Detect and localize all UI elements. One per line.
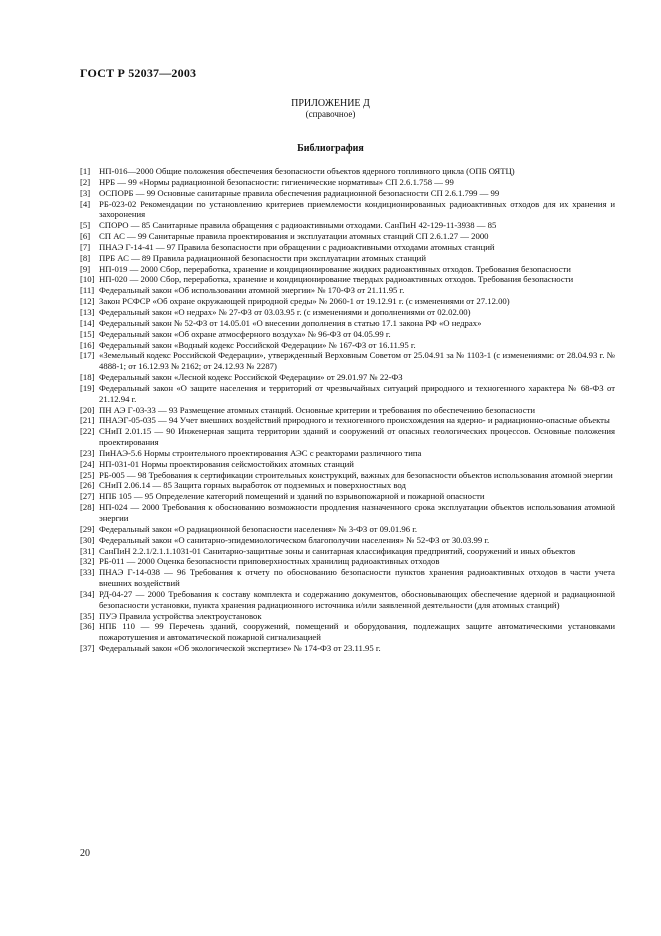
bibliography-item [80, 231, 615, 242]
appendix-title: ПРИЛОЖЕНИЕ Д [291, 98, 370, 109]
page-number: 20 [80, 848, 90, 859]
bibliography-item-number: [5] [80, 220, 91, 231]
bibliography-item-text: НП-020 — 2000 Сбор, переработка, хранение и кондиционирование твердых радиоактивных отходов. Требования безопасности [99, 274, 574, 285]
bibliography-item-text: Федеральный закон «Об охране атмосферного воздуха» № 96-ФЗ от 04.05.99 г. [99, 328, 391, 339]
bibliography-item [80, 459, 615, 470]
appendix-subtitle: (справочное) [305, 109, 356, 119]
bibliography-item-number: [18] [80, 372, 95, 383]
bibliography-item-number: [13] [80, 306, 95, 317]
bibliography-item-text: Федеральный закон «О радиационной безопасности населения» № 3-ФЗ от 09.01.96 г. [99, 523, 417, 534]
bibliography-item-number: [20] [80, 404, 95, 415]
bibliography-item-text: НП-031-01 Нормы проектирования сейсмостойких атомных станций [99, 458, 354, 469]
appendix-heading [0, 98, 661, 120]
bibliography-item [80, 318, 615, 329]
bibliography-item-number: [24] [80, 458, 95, 469]
bibliography-item-text: Закон РСФСР «Об охране окружающей природной среды» № 2060-1 от 19.12.91 г. (с изменениями от 27.12.00) [99, 296, 510, 307]
bibliography-item-number: [32] [80, 556, 95, 567]
bibliography-item-text: Федеральный закон «Об экологической экспертизе» № 174-ФЗ от 23.11.95 г. [99, 643, 381, 654]
bibliography-item-number: [35] [80, 610, 95, 621]
bibliography-item [80, 611, 615, 622]
bibliography-item-text: Федеральный закон «Об использовании атомной энергии» № 170-ФЗ от 21.11.95 г. [99, 285, 405, 296]
bibliography-item-text: РБ-005 — 98 Требования к сертификации строительных конструкций, важных для безопасности объектов использования атомной энергии [99, 469, 613, 480]
bibliography-item [80, 188, 615, 199]
bibliography-item-number: [8] [80, 252, 91, 263]
bibliography-item [80, 242, 615, 253]
bibliography-item-number: [14] [80, 317, 95, 328]
bibliography-item-text: Федеральный закон «Лесной кодекс Российской Федерации» от 29.01.97 № 22-ФЗ [99, 372, 403, 383]
bibliography-item-number: [28] [80, 502, 95, 513]
bibliography-item [80, 535, 615, 546]
bibliography-item-text: Федеральный закон «О защите населения и территорий от чрезвычайных ситуаций природного и техногенного характера № 68-ФЗ от 21.12.94 г. [99, 382, 615, 404]
bibliography-item [80, 166, 615, 177]
bibliography-item-number: [11] [80, 285, 95, 296]
bibliography-item-number: [29] [80, 523, 95, 534]
bibliography-item-number: [3] [80, 187, 91, 198]
bibliography-item-number: [36] [80, 621, 95, 632]
bibliography-item-text: РБ-011 — 2000 Оценка безопасности приповерхностных хранилищ радиоактивных отходов [99, 556, 440, 567]
bibliography-item-text: ПиНАЭ-5.6 Нормы строительного проектирования АЭС с реакторами различного типа [99, 447, 422, 458]
bibliography-item-number: [33] [80, 567, 95, 578]
bibliography-item-text: СП АС — 99 Санитарные правила проектирования и эксплуатации атомных станций СП 2.6.1.27 — 2000 [99, 231, 489, 242]
bibliography-list [80, 166, 615, 654]
bibliography-item-number: [22] [80, 426, 95, 437]
bibliography-item [80, 177, 615, 188]
bibliography-item-text: Федеральный закон «О санитарно-эпидемиологическом благополучии населения» № 52-ФЗ от 30.03.99 г. [99, 534, 490, 545]
bibliography-item [80, 556, 615, 567]
bibliography-item-text: СНиП 2.01.15 — 90 Инженерная защита территории зданий и сооружений от опасных геологических процессов. Основные положения проектирования [99, 426, 615, 448]
bibliography-item-text: СПОРО — 85 Санитарные правила обращения с радиоактивными отходами. СанПиН 42-129-11-3938 — 85 [99, 220, 497, 231]
bibliography-item [80, 350, 615, 372]
bibliography-item-text: ПНАЭ Г-14-41 — 97 Правила безопасности при обращении с радиоактивными отходами атомных станций [99, 241, 495, 252]
bibliography-item [80, 274, 615, 285]
bibliography-item [80, 480, 615, 491]
bibliography-item-text: ОСПОРБ — 99 Основные санитарные правила обеспечения радиационной безопасности СП 2.6.1.799 — 99 [99, 187, 500, 198]
bibliography-item-number: [19] [80, 382, 95, 393]
bibliography-item-text: НП-024 — 2000 Требования к обоснованию возможности продления назначенного срока эксплуатации объектов использования атомной энергии [99, 502, 615, 523]
bibliography-item [80, 199, 615, 221]
bibliography-item-text: РД-04-27 — 2000 Требования к составу комплекта и содержанию документов, обосновывающих обеспечение ядерной и радиационной безопасности установки, пункта хранения радиационного источника и/или заявленной деятельности (для атомных станций) [99, 588, 615, 610]
bibliography-item [80, 491, 615, 502]
bibliography-item-text: ПНАЭГ-05-035 — 94 Учет внешних воздействий природного и техногенного происхождения на ядерно- и радиационно-опасные объекты [99, 415, 610, 426]
bibliography-item [80, 383, 615, 405]
bibliography-item-text: ПРБ АС — 89 Правила радиационной безопасности при эксплуатации атомных станций [99, 252, 426, 263]
bibliography-item-text: СНиП 2.06.14 — 85 Защита горных выработок от подземных и поверхностных вод [99, 480, 406, 491]
bibliography-item-number: [15] [80, 328, 95, 339]
bibliography-item-number: [12] [80, 296, 95, 307]
bibliography-item [80, 502, 615, 524]
bibliography-item-text: НПБ 105 — 95 Определение категорий помещений и зданий по взрывопожарной и пожарной опасности [99, 491, 485, 502]
bibliography-item-text: «Земельный кодекс Российской Федерации», утвержденный Верховным Советом от 25.04.91 за № 1103-1 (с изменениями: от 28.04.93 г. № 4888-1; от 16.12.93 № 2162; от 24.12.93 № 2287) [99, 350, 615, 372]
bibliography-item-number: [1] [80, 166, 91, 176]
bibliography-item-text: НП-016—2000 Общие положения обеспечения безопасности объектов ядерного топливного цикла (ОПБ ОЯТЦ) [99, 166, 515, 176]
bibliography-item-number: [6] [80, 231, 91, 242]
document-header-id: ГОСТ Р 52037—2003 [80, 66, 197, 80]
bibliography-title: Библиография [297, 143, 364, 154]
bibliography-item [80, 621, 615, 643]
bibliography-item [80, 340, 615, 351]
bibliography-item [80, 329, 615, 340]
bibliography-item [80, 264, 615, 275]
bibliography-item-text: РБ-023-02 Рекомендации по установлению критериев приемлемости кондиционированных радиоактивных отходов для их хранения и захоронения [99, 198, 615, 220]
bibliography-item [80, 415, 615, 426]
bibliography-item [80, 253, 615, 264]
bibliography-item-number: [4] [80, 198, 91, 209]
bibliography-item-number: [23] [80, 447, 95, 458]
bibliography-item [80, 220, 615, 231]
bibliography-item-text: НРБ — 99 «Нормы радиационной безопасности: гигиенические нормативы» СП 2.6.1.758 — 99 [99, 176, 454, 187]
bibliography-item-text: ПНАЭ Г-14-038 — 96 Требования к отчету по обоснованию безопасности пунктов хранения радиоактивных отходов в части учета внешних воздействий [99, 567, 615, 589]
bibliography-item-number: [10] [80, 274, 95, 285]
bibliography-item [80, 546, 615, 557]
bibliography-item-text: Федеральный закон «Водный кодекс Российской Федерации» № 167-ФЗ от 16.11.95 г. [99, 339, 416, 350]
bibliography-item-number: [34] [80, 588, 95, 599]
bibliography-item [80, 524, 615, 535]
bibliography-item-number: [26] [80, 480, 95, 491]
bibliography-item [80, 307, 615, 318]
bibliography-item [80, 285, 615, 296]
bibliography-item-text: СанПиН 2.2.1/2.1.1.1031-01 Санитарно-защитные зоны и санитарная классификация предприятий, сооружений и иных объектов [99, 545, 576, 556]
bibliography-item-number: [37] [80, 643, 95, 654]
bibliography-item [80, 296, 615, 307]
bibliography-item-number: [30] [80, 534, 95, 545]
bibliography-item [80, 643, 615, 654]
bibliography-item-number: [21] [80, 415, 95, 426]
bibliography-item-number: [31] [80, 545, 95, 556]
bibliography-item-number: [2] [80, 176, 91, 187]
bibliography-item [80, 448, 615, 459]
bibliography-item [80, 405, 615, 416]
bibliography-item-number: [27] [80, 491, 95, 502]
bibliography-item-number: [16] [80, 339, 95, 350]
bibliography-item-number: [7] [80, 241, 91, 252]
bibliography-item-text: НП-019 — 2000 Сбор, переработка, хранение и кондиционирование жидких радиоактивных отходов. Требования безопасности [99, 263, 571, 274]
bibliography-item-text: ПУЭ Правила устройства электроустановок [99, 610, 262, 621]
bibliography-item-number: [9] [80, 263, 91, 274]
bibliography-item-text: Федеральный закон «О недрах» № 27-ФЗ от 03.03.95 г. (с изменениями и дополнениями от 02.02.00) [99, 306, 471, 317]
bibliography-item-text: ПН АЭ Г-03-33 — 93 Размещение атомных станций. Основные критерии и требования по обеспечению безопасности [99, 404, 536, 415]
bibliography-item [80, 470, 615, 481]
bibliography-item-text: Федеральный закон № 52-ФЗ от 14.05.01 «О внесении дополнения в статью 17.1 закона РФ «О недрах» [99, 317, 482, 328]
bibliography-item-number: [25] [80, 469, 95, 480]
bibliography-item [80, 426, 615, 448]
bibliography-item [80, 372, 615, 383]
bibliography-item [80, 589, 615, 611]
bibliography-item [80, 567, 615, 589]
bibliography-item-number: [17] [80, 350, 95, 361]
bibliography-item-text: НПБ 110 — 99 Перечень зданий, сооружений, помещений и оборудования, подлежащих защите автоматическими установками пожаротушения и автоматической пожарной сигнализацией [99, 621, 615, 643]
